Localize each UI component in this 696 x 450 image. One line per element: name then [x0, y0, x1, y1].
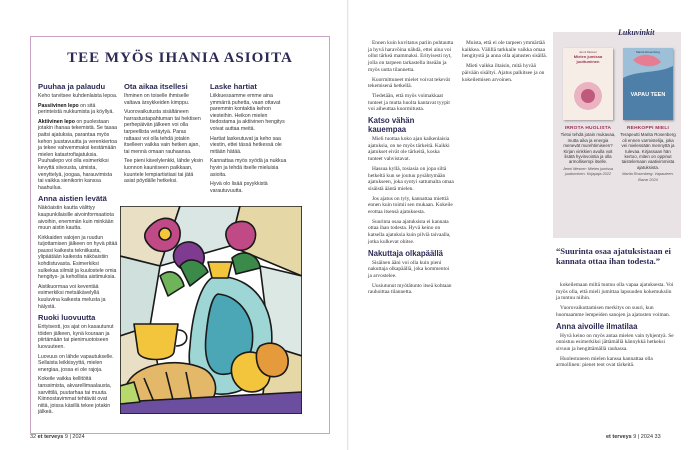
book-caption-2	[620, 126, 676, 183]
lead-text: Aktiivinen lepo	[38, 118, 75, 125]
book-caption-text: Terapeutti Marita Rosenberg oli ennen varmistelija, joka vei mielessään mennyttä ja tulevaa. Kirjassaan hän kertoo, miten on oppinut taistelemaan vaativimmista ajatuksista.	[620, 132, 676, 170]
paragraph: Keho tarvitsee kuhdenlaista lepoa.	[38, 93, 118, 99]
right-column-1	[368, 40, 454, 299]
paragraph: Kuormittuneet mielet voivat tekevät tekemisenä hetkellä.	[368, 76, 450, 90]
section-heading: Ota aikaa itsellesi	[124, 82, 188, 91]
lead-text: Passiivinen lepo	[38, 102, 79, 109]
book-author: Jenni Mesner	[578, 50, 597, 54]
right-column-3	[556, 282, 674, 372]
paragraph: Hyvä olo lisää psyykkistä varautuvuutta.	[210, 181, 268, 194]
book-tips-label: Lukuvinkit	[618, 28, 655, 37]
book-author: Marita Rosenberg	[636, 50, 660, 54]
paragraph: Kirkkaiden valojen ja ruudun tuijottamisen jälkeen on hyvä pitää paussi kaikesta tekniikasta, ylipäätään kaikesta näköaistiin kohdistuvasta. Esimerkiksi sulkekaa silmät ja kuulostele omia hengitys- ja kehollisia aistimuksia.	[38, 234, 118, 281]
paragraph	[38, 119, 118, 192]
folio-issue: 9 | 2024	[64, 434, 85, 440]
page-number: 32	[30, 434, 37, 440]
book-caption-source: Marita Rosenberg: Vapauteen. Bazar 2024	[622, 172, 674, 182]
paragraph: Mieti vaikka iltaisin, mitä hyvää päivään sisältyi. Ajatus palkitsee ja on kokeilemisen arvoinen.	[462, 63, 545, 83]
paragraph: Hyvä keino on myös antaa mielen vain tyhjentyä. Se onnistuu esimerkiksi jättämällä kännykkä hetkeksi sivuun ja hengittämällä rauhassa.	[556, 332, 674, 352]
paragraph: Ennen kuin kuvitatus pariin puhtautta ja hyvä haravöina nähdä, ettei aina voi ollut tärkeä mammaksi. Erityisesti nyt, jolla on tarpeen tarkastella itseään ja myös uutta tilannetta.	[368, 40, 454, 73]
left-column-2	[124, 80, 204, 188]
book-caption-source: Jenni Mesner: Mielen jumissa juuttuminen. Kirjapaja 2022	[562, 166, 613, 177]
paragraph: Aistikuormaa voi keventää esimerkiksi metsäkävelyllä kuuluvina kaikesta melusta ja hälystä.	[38, 283, 106, 310]
book-caption-heading: IRROTA HUOLISTA	[564, 126, 612, 131]
left-folio	[30, 434, 85, 440]
stained-glass-illustration	[120, 206, 302, 414]
page-gutter	[347, 0, 349, 450]
paragraph: Vuorovaikutusta sisältäneen harrastustapahtuman tai hektisen perhepäivän jälkeen voi olla tarpeellista vetäytyä. Paras rattaasi voi olla tehdä jotakin itselleen vaikka vain hetken ajan, tai mennä omaan rauhaansa.	[124, 109, 201, 155]
section-heading: Nakuttaja olkapäällä	[368, 248, 443, 258]
paragraph: Näköaistin kautta välittyy kaupunkilaisille aivoinformaatiota aivoihin, enemmän kuin minkään muun aistin kautta.	[38, 205, 114, 232]
section-heading: Anna aistien levätä	[38, 194, 107, 204]
section-heading: Katso vähän kauempaa	[368, 116, 415, 135]
paragraph: Muista, että ei ole tarpeen ymmärtää kaikkea. Välillä tarkkaile vaikka omaa hengitystä ja anna olla ajatusten sisällä.	[462, 40, 548, 60]
paragraph-text: on sitä perinteistä nukkumista ja köyllyä.	[38, 102, 114, 116]
paragraph: Tee pieni kävelylenkki, lähde yksin luonnon kauniiseen paikkaan, kuuntele lempiartistiasi tai jätä asiat pöydälle hetkeksi.	[124, 158, 204, 185]
paragraph: Sisäinen ääni voi olla kuin pieni nakuttaja olkapäällä, joka kommentoi ja arvostelee.	[368, 259, 450, 279]
paragraph: Kannattaa myös syödä ja nukkua hyvin ja tehdä itselle mieluisia asioita.	[210, 158, 287, 178]
pull-quote: “Suurinta osaa ajatuksistaan ei kannata ottaa ihan todesta.”	[556, 246, 671, 267]
paragraph: Ihminen on toiselle ihmiselle valtava ärsykkeiden kimppu.	[124, 93, 190, 106]
book-caption-text: Tietoi tehdä jotain mukavaa, mutta aika ja energia menevät murehtimiseen? Kirjan vinkkien avulla voit lisätä hyvinvointia ja olla armollisempi itselle.	[560, 132, 616, 165]
paragraph: Luovuus on lähde vapautukselle. Sellaista leikkisyyttä, mielen energiaa, jossa ei ole rajoja.	[38, 353, 114, 373]
paragraph: kokeilemaan miltä tuntuu olla vapaa ajatuksesta. Voi myös olla, että mieli jumittaa lapsuuden kokemuksiin ja tuntuu niihin.	[556, 282, 674, 302]
section-heading: Laske hartiat	[210, 82, 257, 91]
book-caption-1	[560, 126, 616, 178]
book-title: VAPAU TEEN	[630, 92, 666, 98]
paragraph	[38, 103, 118, 116]
right-folio	[606, 434, 661, 440]
book-cover-2	[623, 48, 673, 120]
paragraph: Jos ajatus on tyly, kannattaa miettiä ennen kuin toimii sen mukaan. Kokeile erottaa itsensä ajatuksesta.	[368, 195, 453, 216]
paragraph: Hassua kyllä, tosiasia on jopa siltä hetkeltä kun se joutuu pysähtymään ajatukseen, joka syntyi sattumalta omaa sisäistä ääntä mielen.	[368, 165, 454, 192]
paragraph: Kokeile vaikka kellitöitä tanssimista, akvarellimaalausta, sarvittilä, puutarhaa tai muuta. Kiinnostavimmat tehtävät ovat niitä, joissa käsillä tekee jotakin jälkeä.	[38, 376, 112, 416]
section-heading: Ruoki luovuutta	[38, 313, 96, 323]
section-heading: Puuhaa ja palaudu	[38, 82, 106, 91]
book-cover-art	[563, 48, 613, 120]
paragraph: Liikkuessamme emme aina ymmärrä puhetta, vaan ottavat paremmin kontaktia kehon viesteihin. Heikon mielen tiedostama ja aktiivinen hengitys voivat auttaa meitä.	[210, 93, 285, 132]
folio-brand: et terveys	[37, 434, 64, 440]
book-cover-1	[563, 48, 613, 120]
folio-issue: 9 | 2024	[633, 434, 653, 440]
paragraph: Huolestuneen mielen kanssa kannattaa olla armollinen: pienet teot ovat tärkeitä.	[556, 355, 653, 369]
paragraph: Hartiat laskeutuvat ja keho saa viestin, ettei tässä hetkessä ole mitään hätää.	[210, 135, 282, 155]
paragraph-text: on puolestaan jotakin ihanaa tekemistä. Se tasaa paitsi ajatuksia, parantaa myös kehon juustavuutta ja verenkiertoa ja tekee vahvemmaksi kestämään mielen katastrofiajatuksia. Puuhailepo voi olla esimerkiksi kevyttä siivousta, uimista, venyttelyä, joogaa, harauvimista tai vaikka sienikorin kanssa haahuilua.	[38, 118, 118, 191]
paragraph: Vuorovaikuttamisen merkitys on suuri, kun huomaamme lempeiden sanojen ja ajatusten voiman.	[556, 305, 671, 318]
article-title: TEE MYÖS IHANIA ASIOITA	[67, 50, 293, 66]
book-title: Mielen jumissa juuttuminen	[573, 54, 603, 64]
paragraph: Suurinta osaa ajatuksista ei kannata ottaa ihan todesta. Hyvä keino on katsella ajatuksia kuin pilviä taivaalla, jotka kulkevat ohitse.	[368, 218, 451, 245]
folio-brand: et terveys	[606, 434, 632, 440]
left-column-3	[210, 80, 292, 197]
book-caption-heading: REHKOPPI MIELI	[627, 126, 669, 131]
book-cover-art	[623, 48, 673, 120]
paragraph: Uusiutunut myötätunto itseä kohtaan rauhoittaa tilannetta.	[368, 282, 452, 296]
section-heading: Anna aivoille ilmatilaa	[556, 321, 638, 331]
left-column-1	[38, 80, 118, 419]
paragraph: Tiedetään, että myös voimakkaat tunteet ja mutta huolta kantavat tyypit voi aiheuttaa kuormitusta.	[368, 92, 450, 113]
paragraph: Erityisesti, jos ajat on kasautunut töiden jälkeen, kynä kouraan ja piirtämään tai pienimuotoiseen luovuuteen.	[38, 324, 114, 350]
right-column-2	[462, 40, 548, 86]
page-number: 33	[654, 434, 661, 440]
paragraph: Mieli tuottaa koko ajan kaikenlaisia ajatuksia, on ne myös tärkeitä. Kaikki ajatukset eivät ole tärkeitä, koska tunteet vahvistavat.	[368, 136, 450, 163]
